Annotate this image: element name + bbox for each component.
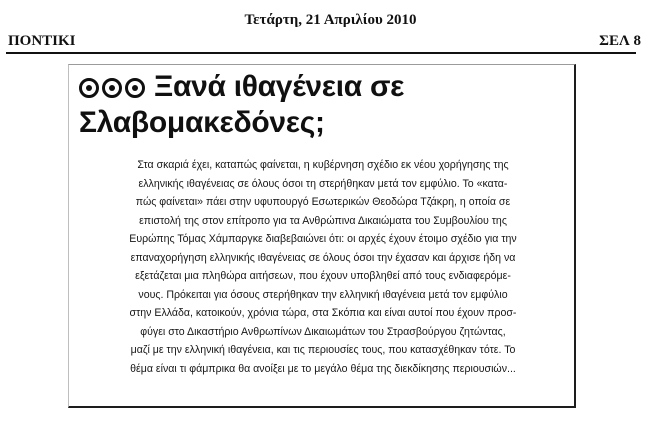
body-line: εξετάζεται μια πληθώρα αιτήσεων, που έχουν υποβληθεί από τους ενδιαφερόμε- xyxy=(135,270,511,282)
page-number: ΣΕΛ 8 xyxy=(599,33,641,49)
newspaper-clipping xyxy=(68,64,576,408)
body-line: στην Ελλάδα, κατοικούν, χρόνια τώρα, στα Σκόπια και είναι αυτοί που έχουν προσ- xyxy=(129,307,517,319)
body-line: επαναχορήγηση ελληνικής ιθαγένειας σε όλους όσοι την έχασαν και άρχισε ήδη να xyxy=(130,251,516,264)
target-mark-icon xyxy=(125,78,145,98)
body-line: επιστολή της στον επίτροπο για τα Ανθρώπινα Δικαιώματα του Συμβουλίου της xyxy=(139,214,507,227)
body-line: Ευρώπης Τόμας Χάμπαργκε διαβεβαιώνει ότι: οι αρχές έχουν έτοιμο σχέδιο για την xyxy=(129,233,517,245)
body-line: μαζί με την ελληνική ιθαγένεια, και τις περιουσίες τους, που κατασχέθηκαν τότε. Το xyxy=(130,344,516,356)
body-line: φύγει στο Δικαστήριο Ανθρωπίνων Δικαιωμάτων του Στρασβούργου ζητώντας, xyxy=(140,325,506,338)
headline-line-2: Σλαβομακεδόνες; xyxy=(79,106,325,139)
issue-date: Τετάρτη, 21 Απριλίου 2010 xyxy=(244,12,417,28)
body-line: νους. Πρόκειται για όσους στερήθηκαν την ελληνική ιθαγένεια μετά τον εμφύλιο xyxy=(138,288,508,301)
header-rule xyxy=(6,52,636,54)
body-line: ελληνικής ιθαγένειας σε όλους όσοι τη στερήθηκαν μετά τον εμφύλιο. Το «κατα- xyxy=(138,177,508,190)
headline-marks xyxy=(79,69,148,105)
body-line: πώς φαίνεται» πάει στην υφυπουργό Εσωτερικών Θεοδώρα Τζάκρη, η οποία σε xyxy=(135,196,511,208)
publication-name: ΠΟΝΤΙΚΙ xyxy=(8,33,76,49)
body-line: θέμα είναι τι φάμπρικα θα ανοίξει με το μεγάλο θέμα της διεκδίκησης περιουσιών... xyxy=(130,362,516,375)
target-mark-icon xyxy=(79,78,99,98)
article-body xyxy=(73,156,573,378)
target-mark-icon xyxy=(102,78,122,98)
article-headline xyxy=(79,69,569,141)
body-line: Στα σκαριά έχει, καταπώς φαίνεται, η κυβέρνηση σχέδιο εκ νέου χορήγησης της xyxy=(137,159,509,171)
headline-line-1: Ξανά ιθαγένεια σε xyxy=(154,70,405,103)
